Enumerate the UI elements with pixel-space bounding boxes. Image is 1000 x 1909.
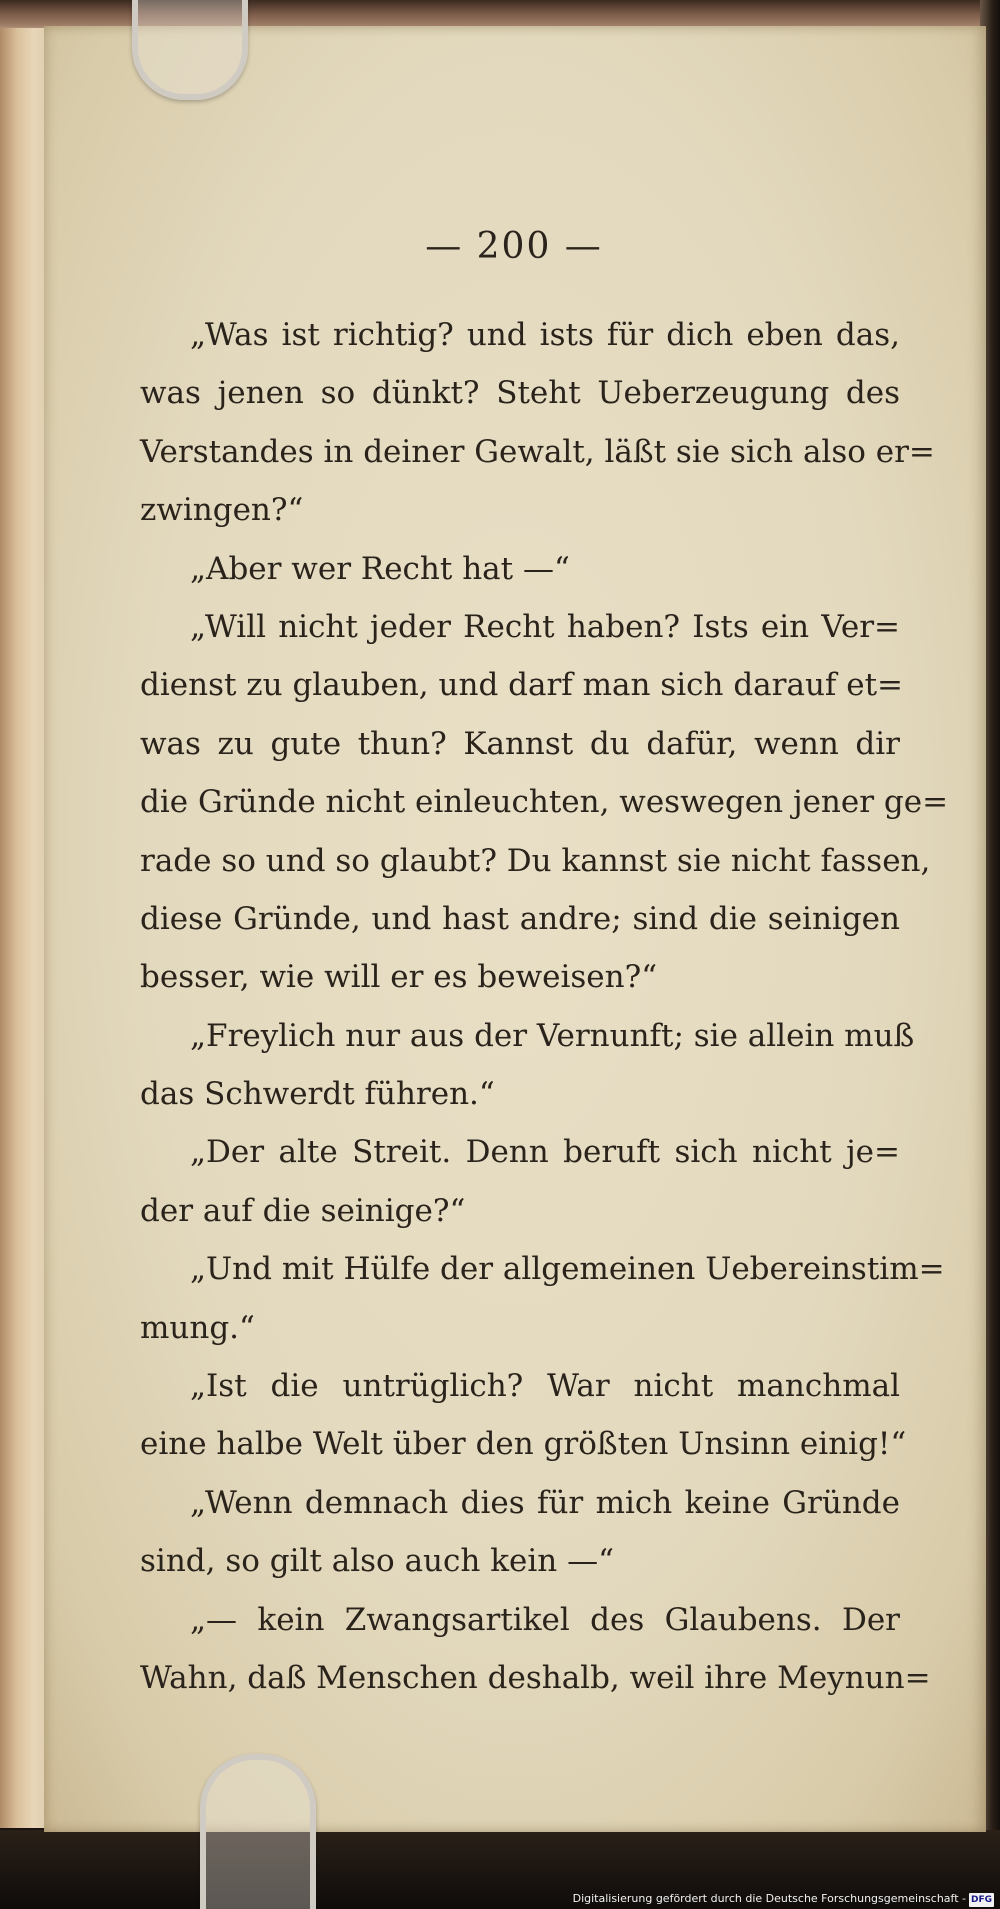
- text-line: „— kein Zwangsartikel des Glaubens. Der: [190, 1601, 900, 1638]
- text-line: besser, wie will er es beweisen?“: [140, 959, 658, 996]
- text-line: das Schwerdt führen.“: [140, 1076, 495, 1113]
- page-number: — 200 —: [425, 226, 603, 267]
- text-line: die Gründe nicht einleuchten, weswegen jener ge=: [140, 784, 949, 821]
- text-line: was jenen so dünkt? Steht Ueberzeugung des: [140, 375, 900, 412]
- text-line: „Der alte Streit. Denn beruft sich nicht je=: [190, 1134, 900, 1171]
- credit-text: Digitalisierung gefördert durch die Deutsche Forschungsgemeinschaft -: [572, 1892, 966, 1905]
- text-line: „Ist die untrüglich? War nicht manchmal: [190, 1368, 900, 1405]
- text-line: eine halbe Welt über den größten Unsinn einig!“: [140, 1426, 907, 1463]
- text-line: der auf die seinige?“: [140, 1192, 466, 1229]
- digitization-credit: [573, 1892, 994, 1907]
- text-line: mung.“: [140, 1309, 255, 1346]
- text-line: zwingen?“: [140, 492, 304, 529]
- text-line: „Und mit Hülfe der allgemeinen Uebereinstim=: [190, 1251, 945, 1288]
- book-page: [44, 26, 986, 1832]
- text-line: diese Gründe, und hast andre; sind die seinigen: [140, 900, 900, 937]
- text-line: dienst zu glauben, und darf man sich darauf et=: [140, 667, 904, 704]
- page-clip-top: [132, 0, 248, 100]
- page-clip-bottom: [200, 1754, 316, 1909]
- text-line: „Wenn demnach dies für mich keine Gründe: [190, 1484, 900, 1521]
- text-line: Verstandes in deiner Gewalt, läßt sie sich also er=: [140, 433, 935, 470]
- dfg-logo: DFG: [970, 1895, 992, 1905]
- text-line: „Was ist richtig? und ists für dich eben das,: [190, 317, 900, 353]
- text-line: sind, so gilt also auch kein —“: [140, 1543, 614, 1580]
- text-line: Wahn, daß Menschen deshalb, weil ihre Meynun=: [140, 1659, 931, 1696]
- text-line: „Will nicht jeder Recht haben? Ists ein Ver=: [190, 608, 900, 645]
- page-body-text: [140, 306, 949, 1707]
- text-line: „Aber wer Recht hat —“: [190, 550, 570, 587]
- text-line: „Freylich nur aus der Vernunft; sie allein muß: [190, 1017, 915, 1054]
- text-line: was zu gute thun? Kannst du dafür, wenn dir: [140, 725, 900, 762]
- text-line: rade so und so glaubt? Du kannst sie nicht fassen,: [140, 842, 931, 879]
